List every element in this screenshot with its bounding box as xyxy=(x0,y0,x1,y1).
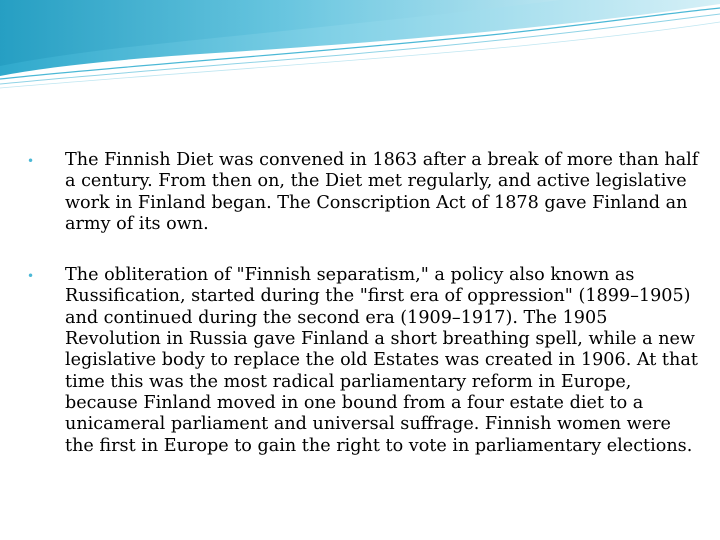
bullet-text: The obliteration of "Finnish separatism," a policy also known as Russification, started during the "first era of oppression" (1899–1905) and continued during the second era (1909–1917). The 1905 Revolution in Russia gave Finland a short breathing spell, while a new legislative body to replace the old Estates was created in 1906. At that time this was the most radical parliamentary reform in Europe, because Finland moved in one bound from a four estate diet to a unicameral parliament and universal suffrage. Finnish women were the first in Europe to gain the right to vote in parliamentary elections. xyxy=(65,265,698,456)
bullet-item-russification xyxy=(27,265,699,457)
bullet-marker: • xyxy=(27,269,35,284)
slide-body xyxy=(27,150,699,457)
wave-banner xyxy=(0,0,720,90)
bullet-marker: • xyxy=(27,154,35,168)
bullet-text: The Finnish Diet was convened in 1863 after a break of more than half a century. From then on, the Diet met regularly, and active legislative work in Finland began. The Conscription Act of 1878 gave Finland an army of its own. xyxy=(65,150,699,234)
bullet-item-diet xyxy=(27,150,699,235)
